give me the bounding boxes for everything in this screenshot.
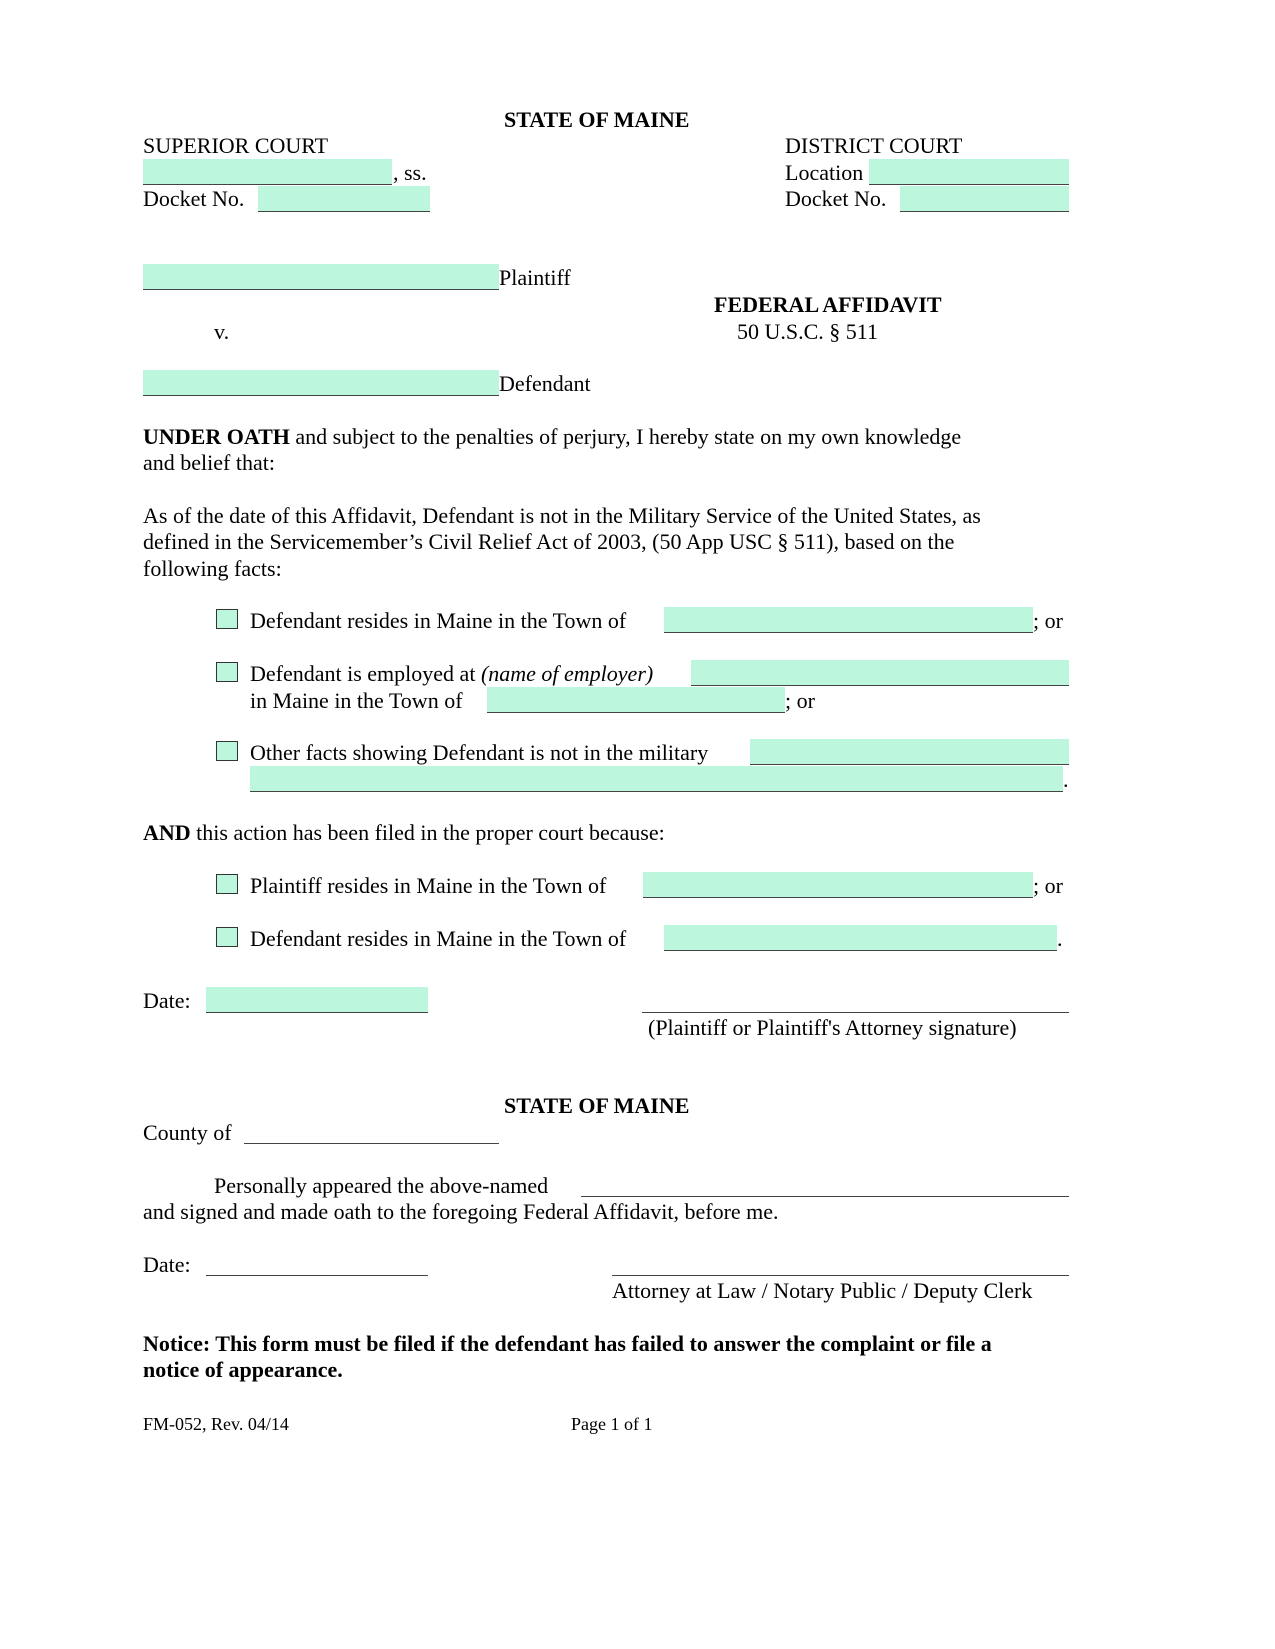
oath-line-1 [143,424,961,450]
signature-line[interactable] [642,1012,1069,1013]
statute-citation: 50 U.S.C. § 511 [737,319,878,344]
employed-checkbox[interactable] [216,662,238,682]
date-label: Date: [143,988,191,1013]
docket-label-left: Docket No. [143,186,245,211]
county-label: County of [143,1120,232,1145]
venue-intro-rest: this action has been filed in the proper court because: [190,820,665,845]
defendant-resides-label: Defendant resides in Maine in the Town of [250,926,627,951]
resides-checkbox[interactable] [216,609,238,629]
location-field[interactable] [869,159,1069,185]
plaintiff-town-field[interactable] [643,872,1033,898]
page-number: Page 1 of 1 [571,1414,653,1434]
defendant-resides-checkbox[interactable] [216,927,238,947]
defendant-town-field[interactable] [664,925,1057,951]
plaintiff-label: Plaintiff [499,265,571,290]
employed-town-field[interactable] [487,687,785,713]
plaintiff-name-field[interactable] [143,264,499,290]
form-title: FEDERAL AFFIDAVIT [714,292,942,317]
county-field[interactable] [143,159,392,185]
defendant-name-field[interactable] [143,370,499,396]
officer-signature-line[interactable] [612,1275,1069,1276]
notice-line-1: Notice: This form must be filed if the defendant has failed to answer the complaint or file a [143,1331,992,1356]
district-court-label: DISTRICT COURT [785,133,963,158]
plaintiff-resides-suffix: ; or [1033,873,1063,898]
county-line[interactable] [244,1143,499,1144]
docket-field-right[interactable] [900,186,1069,212]
venue-bold-lead: AND [143,820,191,845]
plaintiff-resides-checkbox[interactable] [216,874,238,894]
employed-label [250,661,653,687]
defendant-label: Defendant [499,371,591,396]
notice-line-2: notice of appearance. [143,1357,343,1382]
jurat-date-label: Date: [143,1252,191,1277]
defendant-resides-suffix: . [1057,926,1063,951]
other-facts-field-2[interactable] [250,766,1063,792]
other-facts-checkbox[interactable] [216,741,238,761]
venue-intro [143,820,665,846]
officer-caption: Attorney at Law / Notary Public / Deputy Clerk [612,1278,1033,1303]
jurat-state-title: STATE OF MAINE [504,1093,690,1118]
jurat-date-line[interactable] [206,1275,428,1276]
other-facts-field-1[interactable] [750,739,1069,765]
resides-town-field[interactable] [664,607,1033,633]
resides-suffix: ; or [1033,608,1063,633]
docket-label-right: Docket No. [785,186,887,211]
appeared-text: Personally appeared the above-named [214,1173,549,1198]
location-label: Location [785,160,864,185]
employed-town-label: in Maine in the Town of [250,688,463,713]
plaintiff-resides-label: Plaintiff resides in Maine in the Town of [250,873,607,898]
employed-suffix: ; or [785,688,815,713]
signed-text: and signed and made oath to the foregoing Federal Affidavit, before me. [143,1199,779,1224]
employed-label-text: Defendant is employed at [250,661,481,686]
docket-field-left[interactable] [258,186,430,212]
ss-label: , ss. [393,160,427,185]
resides-label: Defendant resides in Maine in the Town of [250,608,627,633]
state-title: STATE OF MAINE [504,107,690,132]
date-field[interactable] [206,987,428,1013]
intro-line-3: following facts: [143,556,282,581]
oath-bold-lead: UNDER OATH [143,424,290,449]
oath-line-1-rest: and subject to the penalties of perjury, I hereby state on my own knowledge [289,424,962,449]
signature-caption: (Plaintiff or Plaintiff's Attorney signature) [648,1015,1017,1040]
oath-line-2: and belief that: [143,450,275,475]
employer-hint: (name of employer) [480,661,654,686]
intro-line-1: As of the date of this Affidavit, Defendant is not in the Military Service of the United States, as [143,503,981,528]
employer-name-field[interactable] [691,660,1069,686]
superior-court-label: SUPERIOR COURT [143,133,329,158]
form-id: FM-052, Rev. 04/14 [143,1414,289,1434]
versus-label: v. [214,319,230,344]
appeared-name-line[interactable] [581,1196,1069,1197]
other-facts-label: Other facts showing Defendant is not in the military [250,740,709,765]
intro-line-2: defined in the Servicemember’s Civil Relief Act of 2003, (50 App USC § 511), based on the [143,529,955,554]
other-facts-suffix: . [1063,767,1069,792]
